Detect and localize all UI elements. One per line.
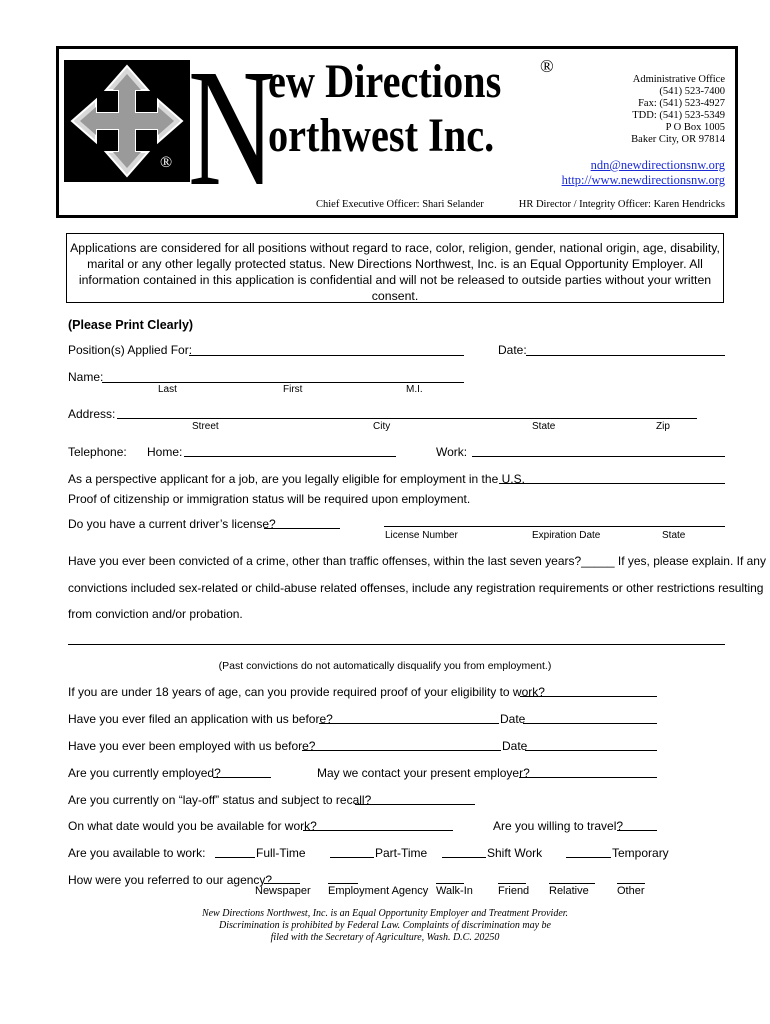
full-time-field[interactable] xyxy=(215,857,255,858)
filed-before-question: Have you ever filed an application with us before? xyxy=(68,712,333,726)
newspaper-field[interactable] xyxy=(264,883,300,884)
employed-before-field[interactable] xyxy=(302,750,501,751)
office-pobox: P O Box 1005 xyxy=(665,122,725,133)
date-field[interactable] xyxy=(526,355,725,356)
zip-caption: Zip xyxy=(656,421,670,432)
position-label: Position(s) Applied For: xyxy=(68,343,193,357)
shift-work-label: Shift Work xyxy=(487,846,543,860)
under18-field[interactable] xyxy=(520,696,657,697)
eeo-notice: Applications are considered for all positions without regard to race, color, religion, gender, national origin, age, disability, marital or any other legally protected status. New Directions Northwest, Inc. is an Equal Opportunity Employer. All information contained in this application is confidential and will not be released to outside parties without your written consent. xyxy=(66,233,724,303)
filed-before-field[interactable] xyxy=(319,723,499,724)
company-name-line2: orthwest Inc. xyxy=(268,109,495,162)
footer-line: New Directions Northwest, Inc. is an Equal Opportunity Employer and Treatment Provider. xyxy=(201,908,569,919)
hr-line: HR Director / Integrity Officer: Karen Hendricks xyxy=(518,199,725,210)
print-clearly-heading: (Please Print Clearly) xyxy=(68,318,194,332)
walk-in-field[interactable] xyxy=(436,883,464,884)
contact-links xyxy=(562,158,725,188)
ref-option-friend: Friend xyxy=(498,885,530,897)
conviction-explain-field[interactable] xyxy=(68,644,725,645)
available-to-label: Are you available to work: xyxy=(68,846,206,860)
employed-date-field[interactable] xyxy=(525,750,657,751)
eligibility-field[interactable] xyxy=(499,483,725,484)
footer-line: Discrimination is prohibited by Federal Law. Complaints of discrimination may be xyxy=(219,920,551,931)
conviction-question-end: from conviction and/or probation. xyxy=(68,607,243,621)
available-date-question: On what date would you be available for work? xyxy=(68,819,317,833)
first-name-caption: First xyxy=(283,384,303,395)
license-answer-field[interactable] xyxy=(264,528,340,529)
office-fax: Fax: (541) 523-4927 xyxy=(638,98,725,109)
filed-date-label: Date xyxy=(500,712,526,726)
available-date-field[interactable] xyxy=(303,830,453,831)
contact-employer-question: May we contact your present employer? xyxy=(317,766,530,780)
last-name-caption: Last xyxy=(158,384,177,395)
office-tdd: TDD: (541) 523-5349 xyxy=(632,110,725,121)
date-label: Date: xyxy=(498,343,527,357)
email-link[interactable]: ndn@newdirectionsnw.org xyxy=(590,158,725,172)
currently-employed-question: Are you currently employed? xyxy=(68,766,221,780)
ref-option-newspaper: Newspaper xyxy=(255,885,311,897)
shift-work-field[interactable] xyxy=(442,857,486,858)
street-caption: Street xyxy=(192,421,219,432)
conviction-question-cont: convictions included sex-related or child-abuse related offenses, include any registration requirements or other restrictions resulting xyxy=(68,581,764,595)
license-details-field[interactable] xyxy=(384,526,725,527)
ceo-line: Chief Executive Officer: Shari Selander xyxy=(316,199,484,210)
proof-note: Proof of citizenship or immigration status will be required upon employment. xyxy=(68,492,471,506)
other-field[interactable] xyxy=(617,883,645,884)
temporary-label: Temporary xyxy=(612,846,669,860)
friend-field[interactable] xyxy=(498,883,526,884)
telephone-label: Telephone: xyxy=(68,445,127,459)
part-time-label: Part-Time xyxy=(375,846,428,860)
home-phone-field[interactable] xyxy=(184,456,396,457)
footer-line: filed with the Secretary of Agriculture, Wash. D.C. 20250 xyxy=(270,932,500,943)
office-title: Administrative Office xyxy=(632,74,725,85)
license-state-caption: State xyxy=(662,530,686,541)
employed-before-question: Have you ever been employed with us before? xyxy=(68,739,316,753)
state-caption: State xyxy=(532,421,556,432)
name-field[interactable] xyxy=(102,382,464,383)
temporary-field[interactable] xyxy=(566,857,611,858)
registered-mark: ® xyxy=(160,154,173,171)
address-field[interactable] xyxy=(117,418,697,419)
layoff-question: Are you currently on “lay-off” status and subject to recall? xyxy=(68,793,372,807)
part-time-field[interactable] xyxy=(330,857,374,858)
city-caption: City xyxy=(373,421,391,432)
license-number-caption: License Number xyxy=(385,530,458,541)
position-field[interactable] xyxy=(189,355,464,356)
currently-employed-field[interactable] xyxy=(213,777,271,778)
ref-option-relative: Relative xyxy=(549,885,589,897)
filed-date-field[interactable] xyxy=(523,723,657,724)
conviction-question: Have you ever been convicted of a crime, other than traffic offenses, within the last seven years?_____ If yes, please explain. If any xyxy=(68,554,766,568)
relative-field[interactable] xyxy=(549,883,595,884)
contact-employer-field[interactable] xyxy=(519,777,657,778)
past-convictions-note: (Past convictions do not automatically disqualify you from employment.) xyxy=(218,660,552,672)
work-phone-label: Work: xyxy=(436,445,468,459)
mi-caption: M.I. xyxy=(406,384,423,395)
company-name-line1: ew Directions xyxy=(268,55,502,108)
home-phone-label: Home: xyxy=(147,445,183,459)
travel-question: Are you willing to travel? xyxy=(493,819,624,833)
layoff-field[interactable] xyxy=(355,804,475,805)
expiration-caption: Expiration Date xyxy=(532,530,601,541)
ref-option-walk-in: Walk-In xyxy=(436,885,473,897)
office-city: Baker City, OR 97814 xyxy=(631,134,725,145)
full-time-label: Full-Time xyxy=(256,846,306,860)
referred-question: How were you referred to our agency? xyxy=(68,873,273,887)
registered-mark: ® xyxy=(540,56,554,76)
employment-agency-field[interactable] xyxy=(328,883,358,884)
ref-option-employment-agency: Employment Agency xyxy=(328,885,429,897)
eligibility-question: As a perspective applicant for a job, are you legally eligible for employment in the U.S. xyxy=(68,472,525,486)
under18-question: If you are under 18 years of age, can you provide required proof of your eligibility to work? xyxy=(68,685,545,699)
footer-notice xyxy=(0,908,770,944)
logo-big-letter: N xyxy=(188,35,276,221)
address-label: Address: xyxy=(68,407,116,421)
employed-date-label: Date xyxy=(502,739,528,753)
work-phone-field[interactable] xyxy=(472,456,725,457)
office-contact xyxy=(631,74,725,146)
website-link[interactable]: http://www.newdirectionsnw.org xyxy=(561,173,725,187)
travel-field[interactable] xyxy=(617,830,657,831)
name-label: Name: xyxy=(68,370,104,384)
ref-option-other: Other xyxy=(617,885,645,897)
office-phone: (541) 523-7400 xyxy=(659,86,725,97)
license-question: Do you have a current driver’s license? xyxy=(68,517,276,531)
